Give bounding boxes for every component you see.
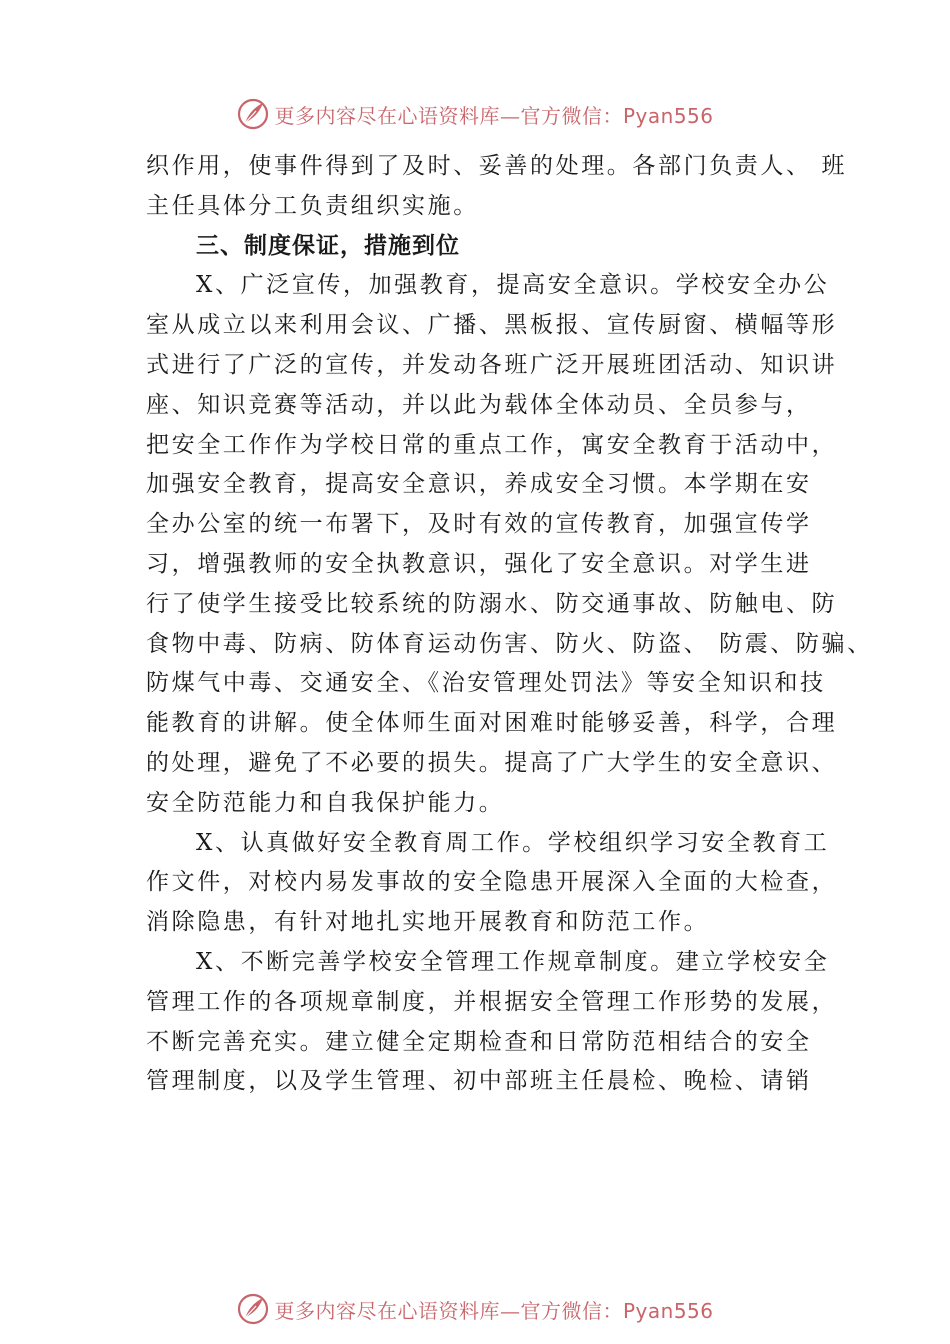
paragraph-line: 作文件，对校内易发事故的安全隐患开展深入全面的大检查， <box>146 869 838 896</box>
paragraph-line: 全办公室的统一布署下，及时有效的宣传教育，加强宣传学 <box>146 511 812 538</box>
paragraph-line: 室从成立以来利用会议、广播、黑板报、宣传厨窗、横幅等形 <box>146 312 838 339</box>
wechat-id: Pyan556 <box>622 103 714 128</box>
paragraph-line: 把安全工作作为学校日常的重点工作，寓安全教育于活动中， <box>146 431 838 458</box>
paragraph-line: 织作用，使事件得到了及时、妥善的处理。各部门负责人、 班 <box>146 153 848 179</box>
wechat-id: Pyan556 <box>622 1298 714 1323</box>
paragraph-line: X、广泛宣传，加强教育，提高安全意识。学校安全办公 <box>196 272 830 299</box>
watermark-text: 更多内容尽在心语资料库—官方微信：Pyan556 <box>274 103 714 128</box>
section-heading: 三、制度保证，措施到位 <box>196 232 460 259</box>
header-watermark-banner <box>0 94 950 134</box>
feather-pen-logo-icon <box>236 97 270 131</box>
paragraph-line: 的处理，避免了不必要的损失。提高了广大学生的安全意识、 <box>146 749 838 776</box>
paragraph-line: 不断完善充实。建立健全定期检查和日常防范相结合的安全 <box>146 1028 812 1055</box>
paragraph-line: X、认真做好安全教育周工作。学校组织学习安全教育工 <box>196 829 830 856</box>
paragraph-line: 行了使学生接受比较系统的防溺水、防交通事故、防触电、防 <box>146 590 838 617</box>
paragraph-line: 管理制度，以及学生管理、初中部班主任晨检、晚检、请销 <box>146 1068 812 1095</box>
watermark-text: 更多内容尽在心语资料库—官方微信：Pyan556 <box>274 1298 714 1323</box>
paragraph-line: 加强安全教育，提高安全意识，养成安全习惯。本学期在安 <box>146 471 812 498</box>
paragraph-line: 座、知识竞赛等活动，并以此为载体全体动员、全员参与， <box>146 391 812 418</box>
feather-pen-logo-icon <box>236 1292 270 1326</box>
paragraph-line: X、不断完善学校安全管理工作规章制度。建立学校安全 <box>196 948 830 975</box>
paragraph-line: 安全防范能力和自我保护能力。 <box>146 789 505 816</box>
paragraph-line: 食物中毒、防病、防体育运动伤害、防火、防盗、 防震、防骗、 <box>146 630 873 657</box>
footer-watermark-banner <box>0 1289 950 1329</box>
paragraph-line: 习，增强教师的安全执教意识，强化了安全意识。对学生进 <box>146 550 812 577</box>
paragraph-line: 管理工作的各项规章制度，并根据安全管理工作形势的发展， <box>146 988 838 1015</box>
paragraph-line: 消除隐患，有针对地扎实地开展教育和防范工作。 <box>146 909 710 936</box>
paragraph-line: 式进行了广泛的宣传，并发动各班广泛开展班团活动、知识讲 <box>146 351 838 378</box>
paragraph-line: 能教育的讲解。使全体师生面对困难时能够妥善，科学，合理 <box>146 710 838 737</box>
paragraph-line: 防煤气中毒、交通安全、《治安管理处罚法》等安全知识和技 <box>146 670 826 697</box>
paragraph-line: 主任具体分工负责组织实施。 <box>146 192 479 219</box>
document-body <box>146 147 873 1102</box>
